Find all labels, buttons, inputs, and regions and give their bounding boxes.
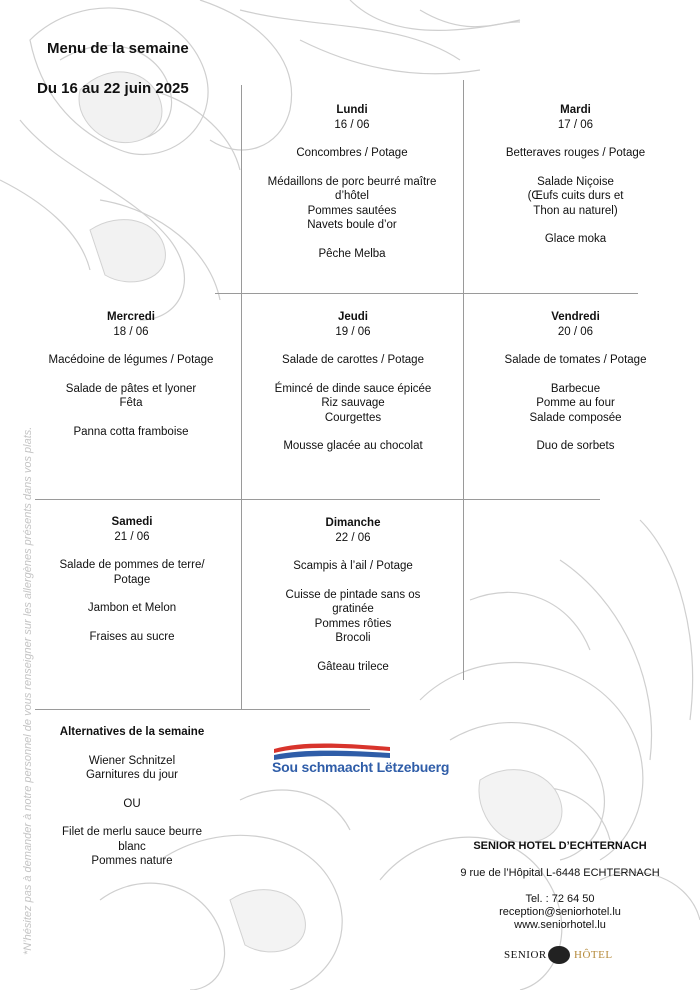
grid-hline-3: [35, 709, 370, 710]
day-cell-wednesday: [20, 310, 242, 453]
hotel-name: SENIOR HOTEL D’ECHTERNACH: [473, 840, 647, 852]
hotel-contact: [440, 893, 680, 932]
dish-group: [242, 382, 464, 426]
dish-line: Panna cotta framboise: [73, 425, 189, 438]
day-name: Mardi: [560, 104, 591, 116]
day-cell-tuesday: [463, 103, 688, 261]
day-cell-friday: [463, 310, 688, 468]
day-date: 21 / 06: [114, 530, 150, 543]
dish-line: Mousse glacée au chocolat: [283, 440, 423, 452]
alternative-2-line: Pommes nature: [91, 855, 173, 867]
dish-line: Médaillons de porc beurré maître: [267, 175, 437, 188]
hotel-email: reception@seniorhotel.lu: [499, 906, 621, 918]
dish-group: [463, 382, 688, 426]
dish-group: [20, 353, 242, 368]
dish-line: Salade composée: [529, 411, 622, 424]
day-name: Dimanche: [325, 517, 381, 529]
dish-line: Barbecue: [550, 382, 601, 395]
dish-group: [242, 559, 464, 574]
dish-group: [463, 232, 688, 247]
day-name: Lundi: [336, 104, 368, 116]
dish-line: Émincé de dinde sauce épicée: [274, 382, 432, 395]
day-items: [22, 558, 242, 644]
dish-line: Fêta: [119, 397, 143, 409]
dish-line: Salade de tomates / Potage: [504, 354, 647, 366]
dish-line: Salade Niçoise: [537, 175, 614, 188]
dish-group: [242, 588, 464, 646]
day-date: 17 / 06: [557, 118, 594, 131]
menu-title: Menu de la semaine: [47, 40, 189, 57]
dish-group: [463, 146, 688, 161]
hotel-tel: Tel. : 72 64 50: [525, 893, 595, 905]
day-date: 19 / 06: [335, 325, 371, 338]
dish-group: [22, 558, 242, 587]
dish-group: [463, 353, 688, 368]
dish-group: [463, 439, 688, 454]
alternatives-section: [22, 725, 242, 869]
dish-group: [242, 353, 464, 368]
dish-line: Navets boule d’or: [307, 219, 397, 231]
hotel-website: www.seniorhotel.lu: [514, 919, 606, 931]
sou-schmaacht-letzebuerg-logo: [270, 741, 450, 783]
grid-hline-2: [35, 499, 600, 500]
dish-group: [242, 439, 464, 454]
hotel-address: 9 rue de l’Hôpital L-6448 ECHTERNACH: [460, 867, 660, 879]
dish-line: Salade de carottes / Potage: [282, 354, 424, 366]
dish-line: Brocoli: [335, 632, 371, 644]
day-name: Samedi: [111, 516, 153, 528]
dish-line: gratinée: [332, 603, 374, 615]
alternative-2-line: Filet de merlu sauce beurre: [62, 826, 202, 838]
alternative-1-line: Wiener Schnitzel: [88, 754, 176, 767]
day-cell-thursday: [242, 310, 464, 468]
day-items: [242, 146, 462, 261]
day-items: [463, 353, 688, 454]
dish-group: [242, 146, 462, 161]
dish-group: [242, 660, 464, 675]
dish-line: Gâteau trilece: [317, 660, 389, 673]
day-items: [463, 146, 688, 247]
logo-left-text: SENIOR: [504, 949, 547, 961]
day-items: [20, 353, 242, 439]
dish-line: Pêche Melba: [318, 247, 386, 260]
day-date: 22 / 06: [335, 531, 371, 544]
dish-line: (Œufs cuits durs et: [527, 190, 624, 202]
grid-hline-1: [215, 293, 638, 294]
dish-group: [463, 175, 688, 219]
dish-line: Jambon et Melon: [87, 602, 177, 614]
senior-hotel-logo: [504, 946, 624, 966]
day-date: 16 / 06: [334, 118, 370, 131]
dish-line: Pommes sautées: [307, 204, 397, 217]
day-name: Mercredi: [107, 311, 155, 323]
dish-line: Fraises au sucre: [89, 630, 175, 643]
alternative-1-line: Garnitures du jour: [85, 769, 179, 781]
alternatives-title: Alternatives de la semaine: [59, 726, 205, 738]
day-cell-saturday: [22, 515, 242, 658]
day-cell-monday: [242, 103, 462, 275]
dish-line: Riz sauvage: [321, 397, 385, 409]
dish-group: [242, 175, 462, 233]
dish-line: Glace moka: [544, 233, 607, 245]
dish-line: d’hôtel: [335, 190, 369, 202]
dish-group: [242, 247, 462, 262]
dish-line: Courgettes: [324, 411, 382, 424]
dish-group: [22, 601, 242, 616]
dish-line: Duo de sorbets: [536, 440, 615, 452]
alternatives-separator: OU: [123, 797, 141, 810]
day-items: [242, 353, 464, 454]
dish-group: [22, 630, 242, 645]
menu-period: Du 16 au 22 juin 2025: [37, 80, 189, 97]
day-name: Jeudi: [337, 311, 369, 323]
dish-line: Betteraves rouges / Potage: [505, 147, 646, 159]
day-cell-sunday: [242, 516, 464, 688]
dish-group: [20, 425, 242, 440]
alternative-2-line: blanc: [118, 840, 146, 853]
dish-line: Thon au naturel): [533, 204, 618, 217]
day-date: 18 / 06: [113, 325, 149, 338]
flag-stripes-icon: [272, 741, 392, 761]
dish-line: Pomme au four: [536, 397, 615, 409]
dish-line: Scampis à l’ail / Potage: [293, 560, 413, 572]
dish-line: Concombres / Potage: [296, 147, 408, 159]
dish-line: Potage: [113, 573, 151, 586]
logo-text: Sou schmaacht Lëtzebuerg: [272, 759, 450, 775]
day-name: Vendredi: [551, 311, 600, 323]
dish-group: [20, 382, 242, 411]
allergen-note: *N’hésitez pas à demander à notre personnel de vous renseigner sur les allergènes présents dans vos plats.: [22, 426, 34, 955]
dish-line: Salade de pommes de terre/: [59, 559, 205, 571]
day-date: 20 / 06: [557, 325, 594, 338]
dish-line: Cuisse de pintade sans os: [285, 588, 421, 601]
day-items: [242, 559, 464, 674]
dish-line: Macédoine de légumes / Potage: [48, 354, 214, 366]
logo-badge-icon: [548, 946, 570, 964]
logo-right-text: HÔTEL: [574, 949, 613, 961]
dish-line: Salade de pâtes et lyoner: [65, 382, 197, 395]
dish-line: Pommes rôties: [314, 617, 392, 630]
